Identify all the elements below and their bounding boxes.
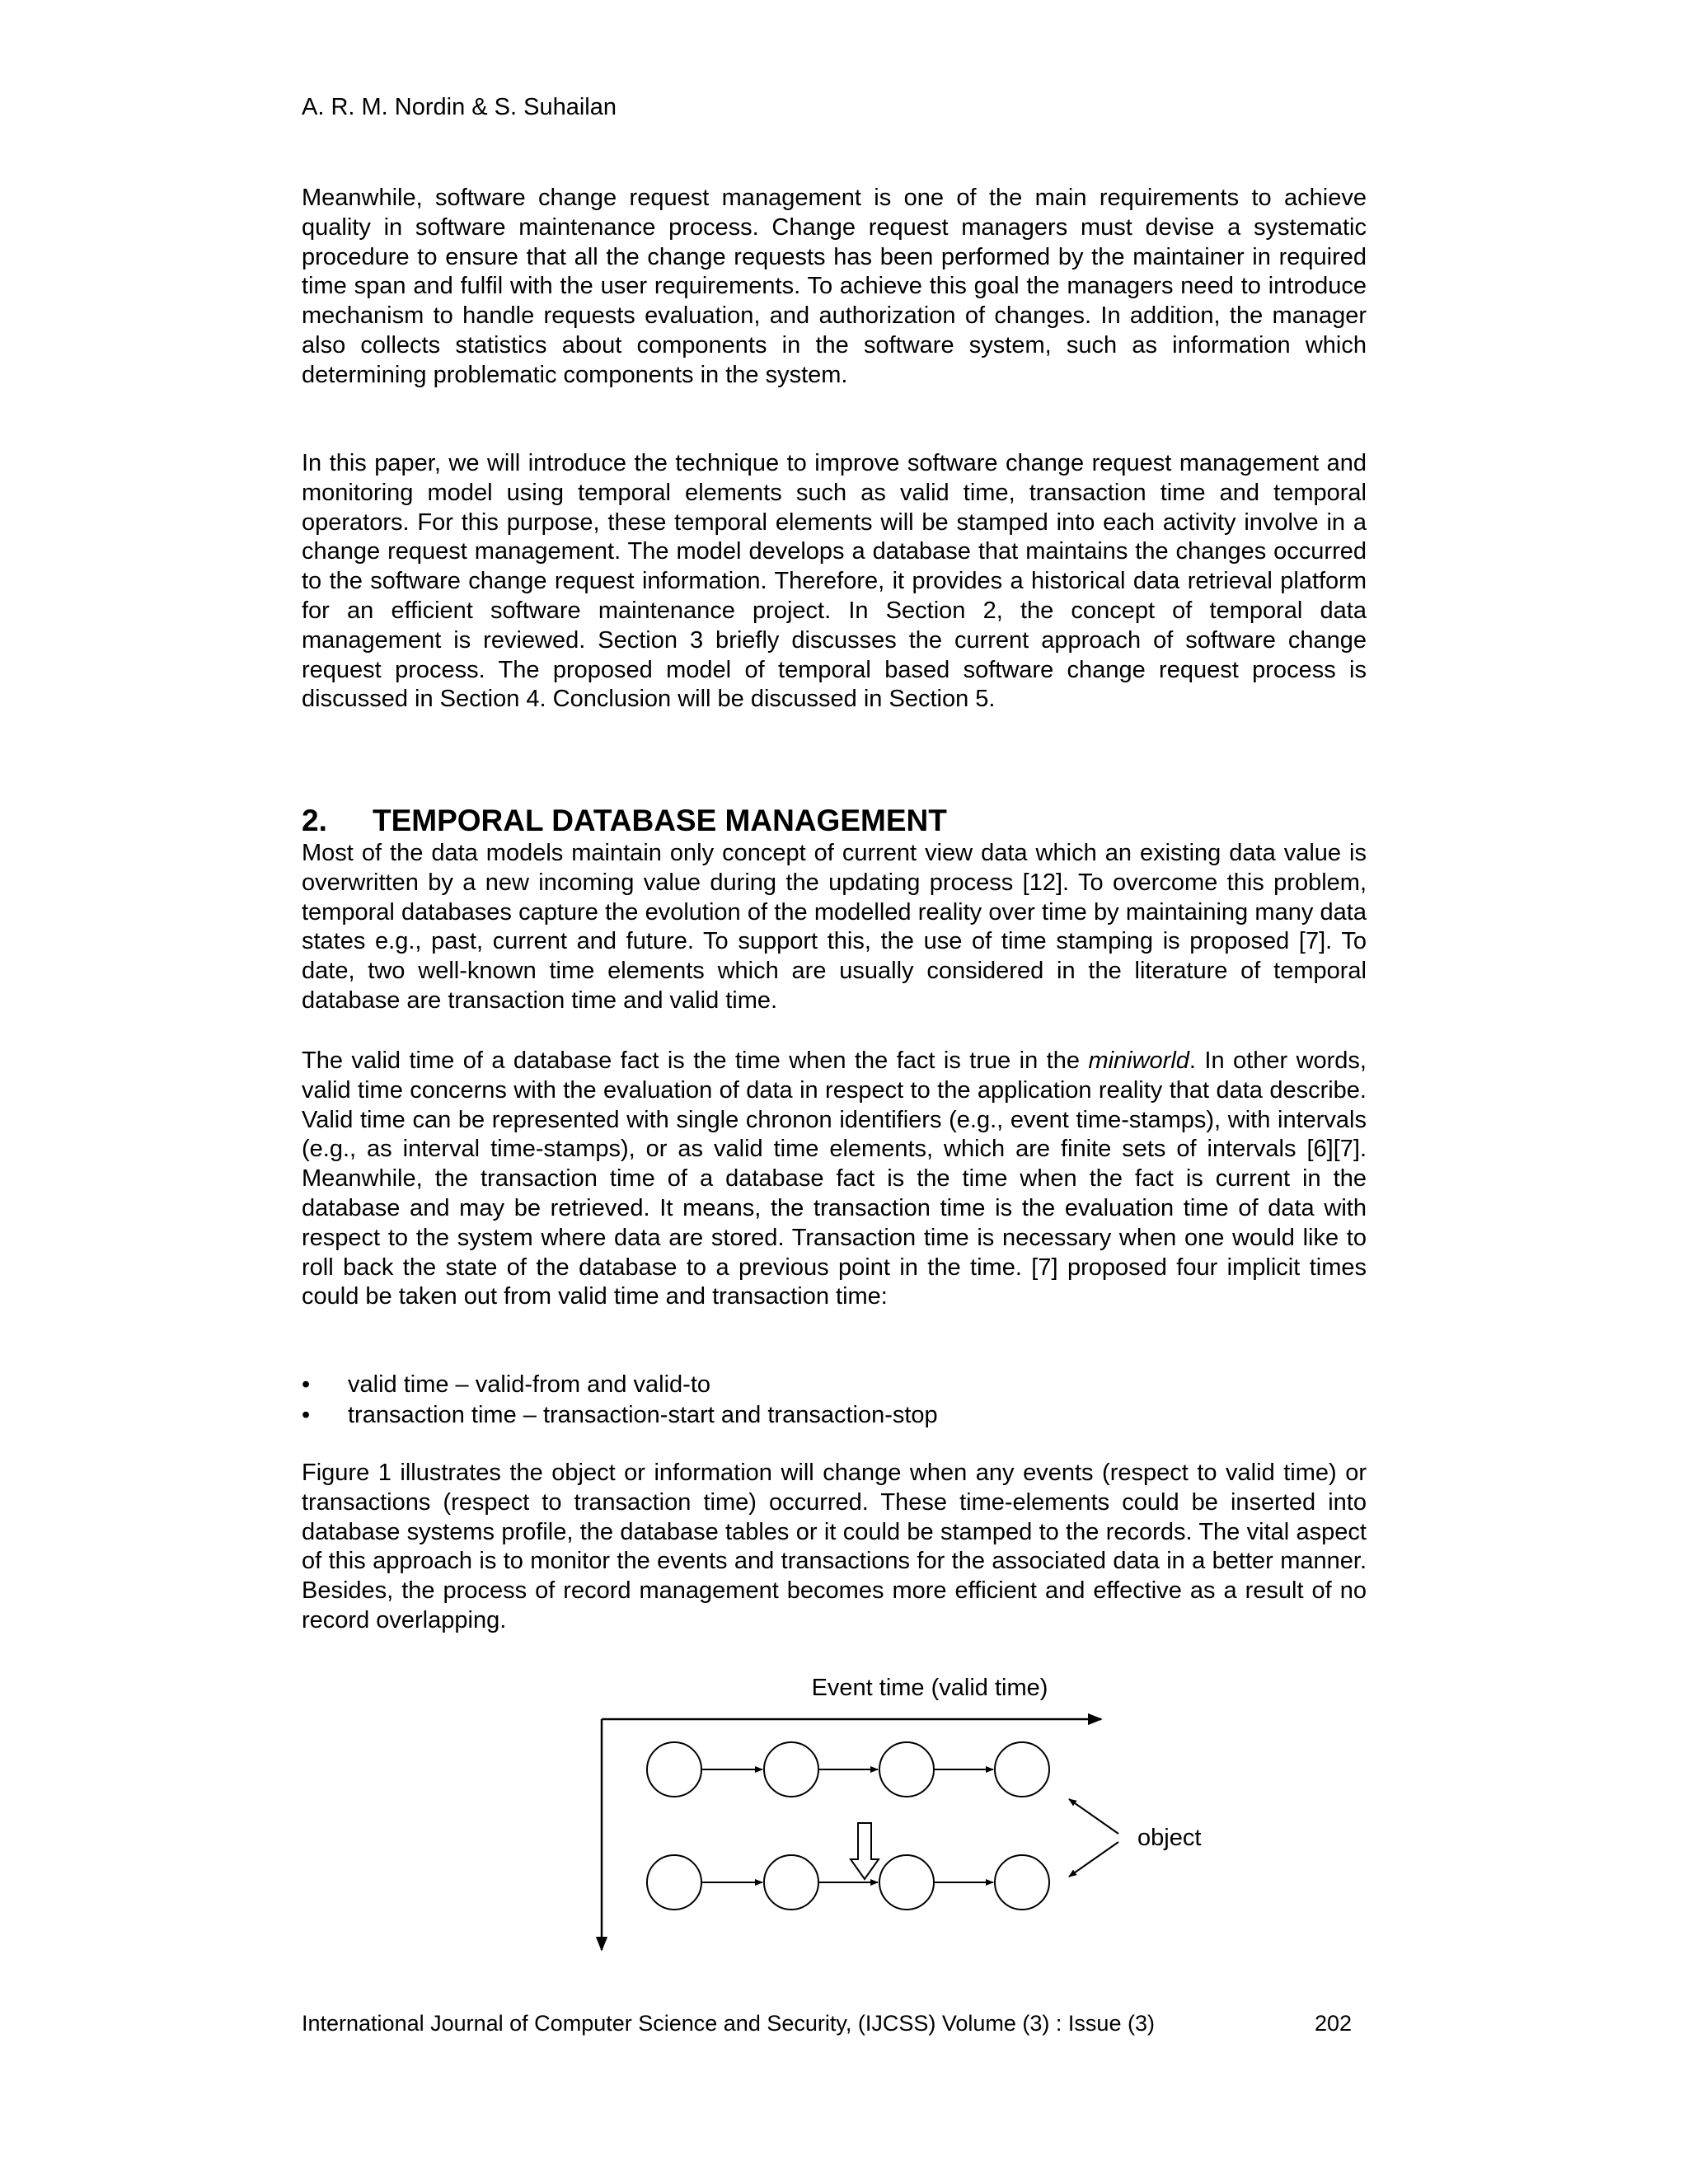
section-heading (302, 804, 947, 838)
object-pointer-arrow-bottom (1069, 1842, 1118, 1877)
section-number: 2. (302, 804, 327, 837)
object-state-circle (995, 1855, 1049, 1910)
valid-time-text-end: . In other words, valid time concerns with the evaluation of data in respect to the application reality that data describe. Valid time can be represented with single chronon identifiers (e.g., event time-stamps), with intervals (e.g., as interval time-stamps), or as valid time elements, which are finite sets of intervals [6][7]. Meanwhile, the transaction time of a database fact is the time when the fact is current in the database and may be retrieved. It means, the transaction time is the evaluation time of data with respect to the system where data are stored. Transaction time is necessary when one would like to roll back the state of the database to a previous point in the time. [7] proposed four implicit times could be taken out from valid time and transaction time: (302, 1047, 1367, 1310)
transaction-down-arrow (851, 1823, 879, 1879)
bullet-glyph: • (302, 1402, 311, 1428)
paragraph-change-request-management: Meanwhile, software change request management is one of the main requirements to achieve quality in software maintenance process. Change request managers must devise a systematic procedure to ensure that all the change requests has been performed by the maintainer in required time span and fulfil with the user requirements. To achieve this goal the managers need to introduce mechanism to handle requests evaluation, and authorization of changes. In addition, the manager also collects statistics about components in the software system, such as information which determining problematic components in the system. (302, 185, 1367, 388)
object-state-circle (879, 1855, 934, 1910)
object-state-circle (764, 1855, 818, 1910)
object-pointer-arrow-top (1069, 1799, 1118, 1834)
list-item-text: valid time – valid-from and valid-to (348, 1371, 711, 1398)
list-item (302, 1400, 1367, 1431)
list-item-text: transaction time – transaction-start and transaction-stop (348, 1402, 938, 1428)
footer-journal: International Journal of Computer Science and Security, (IJCSS) Volume (3) : Issue (3) (302, 2011, 1155, 2036)
running-head-authors: A. R. M. Nordin & S. Suhailan (302, 94, 617, 120)
object-state-circle (995, 1742, 1049, 1797)
implicit-times-list (302, 1370, 1367, 1431)
paragraph-valid-time (302, 1047, 1367, 1312)
object-state-circle (879, 1742, 934, 1797)
paragraph-temporal-databases: Most of the data models maintain only concept of current view data which an existing data value is overwritten by a new incoming value during the updating process [12]. To overcome this problem, temporal databases capture the evolution of the modelled reality over time by maintaining many data states e.g., past, current and future. To support this, the use of time stamping is proposed [7]. To date, two well-known time elements which are usually considered in the literature of temporal database are transaction time and valid time. (302, 840, 1367, 1014)
object-state-circle (647, 1855, 701, 1910)
footer-page-number: 202 (1315, 2011, 1353, 2036)
paragraph-figure-intro: Figure 1 illustrates the object or information will change when any events (respect to valid time) or transactions (respect to transaction time) occurred. These time-elements could be inserted into database systems profile, the database tables or it could be stamped to the records. The vital aspect of this approach is to monitor the events and transactions for the associated data in a better manner. Besides, the process of record management becomes more efficient and effective as a result of no record overlapping. (302, 1460, 1367, 1633)
object-state-circle (764, 1742, 818, 1797)
bullet-glyph: • (302, 1371, 311, 1398)
miniworld-term: miniworld (1088, 1047, 1189, 1074)
list-item (302, 1370, 1367, 1400)
object-state-circle (647, 1742, 701, 1797)
section-title: TEMPORAL DATABASE MANAGEMENT (373, 804, 947, 837)
valid-time-text-start: The valid time of a database fact is the time when the fact is true in the (302, 1047, 1089, 1074)
axis-label-event-time: Event time (valid time) (811, 1675, 1048, 1701)
object-label: object (1137, 1825, 1202, 1851)
paragraph-paper-overview: In this paper, we will introduce the technique to improve software change request management and monitoring model using temporal elements such as valid time, transaction time and temporal operators. For this purpose, these temporal elements will be stamped into each activity involve in a change request management. The model develops a database that maintains the changes occurred to the software change request information. Therefore, it provides a historical data retrieval platform for an efficient software maintenance project. In Section 2, the concept of temporal data management is reviewed. Section 3 briefly discusses the current approach of software change request process. The proposed model of temporal based software change request process is discussed in Section 4. Conclusion will be discussed in Section 5. (302, 450, 1367, 713)
